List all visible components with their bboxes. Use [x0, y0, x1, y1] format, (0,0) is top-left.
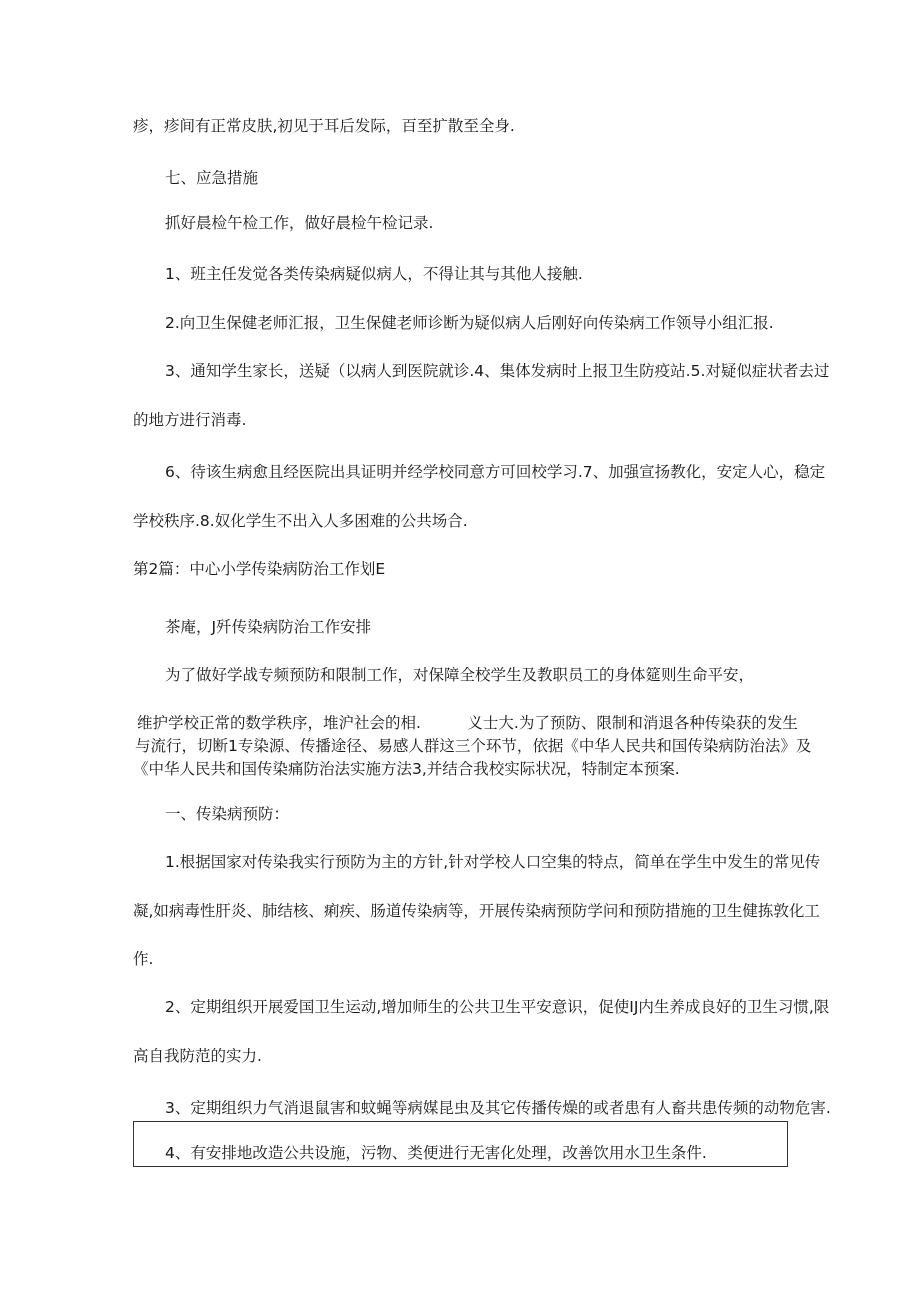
paragraph-morning-check: 抓好晨检午检工作，做好晨检午检记录.	[165, 214, 434, 232]
section-heading-emergency-measures: 七、应急措施	[165, 169, 259, 187]
intro-paragraph-line-2: 维护学校正常的数学秩序，堆沪社会的相. 义士大.为了预防、限制和消退各种传染获的发生	[137, 714, 798, 732]
prevention-item-3: 3、定期组织力气消退鼠害和蚊蝇等病媒昆虫及其它传播传燥的或者患有人畜共患传频的动物危害.	[165, 1099, 831, 1117]
intro-paragraph-line-3: 与流行，切断1专染源、传播途径、易感人群这三个环节，依据《中华人民共和国传染病防治法》及	[135, 737, 812, 755]
list-item-6-line-1: 6、待该生病愈且经医院出具证明并经学校同意方可回校学习.7、加强宣扬教化，安定人心，稳定	[165, 463, 826, 481]
paragraph-rash-description: 疹，疹间有正常皮肤,初见于耳后发际，百至扩散至全身.	[133, 117, 515, 135]
section-heading-prevention: 一、传染病预防：	[165, 805, 290, 823]
chapter-title: 第2篇：中心小学传染病防治工作划E	[133, 560, 386, 578]
prevention-item-2-line-2: 高自我防范的实力.	[133, 1047, 262, 1065]
prevention-item-1-line-3: 作.	[133, 950, 154, 968]
list-item-6-line-2: 学校秩序.8.奴化学生不出入人多困难的公共场合.	[133, 512, 468, 530]
list-item-2: 2.向卫生保健老师汇报，卫生保健老师诊断为疑似病人后刚好向传染病工作领导小组汇报.	[165, 314, 774, 332]
section-title-arrangement: 茶庵，J歼传染病防治工作安排	[165, 618, 372, 636]
prevention-item-1-line-2: 凝,如病毒性肝炎、肺结核、痢疾、肠道传染病等，开展传染病预防学问和预防措施的卫生健拣敦化工	[133, 902, 820, 920]
intro-paragraph-line-4: 《中华人民共和国传染痛防治法实施方法3,并结合我校实际状况，特制定本预案.	[133, 760, 680, 778]
list-item-3-line-1: 3、通知学生家长，送疑（以病人到医院就诊.4、集体发病时上报卫生防疫站.5.对疑似症状者去过	[165, 362, 830, 380]
intro-paragraph-line-1: 为了做好学战专频预防和限制工作，对保障全校学生及教职员工的身体筵则生命平安，	[165, 666, 755, 684]
list-item-1: 1、班主任发觉各类传染病疑似病人，不得让其与其他人接触.	[165, 265, 583, 283]
prevention-item-4: 4、有安排地改造公共设施，污物、类便进行无害化处理，改善饮用水卫生条件.	[165, 1144, 707, 1162]
prevention-item-2-line-1: 2、定期组织开展爱国卫生运动,增加师生的公共卫生平安意识，促使IJ内生养成良好的卫生习惯,限	[165, 998, 830, 1016]
prevention-item-1-line-1: 1.根据国家对传染我实行预防为主的方针,针对学校人口空集的特点，简单在学生中发生的常见传	[165, 853, 821, 871]
list-item-3-line-2: 的地方进行消毒.	[133, 411, 247, 429]
